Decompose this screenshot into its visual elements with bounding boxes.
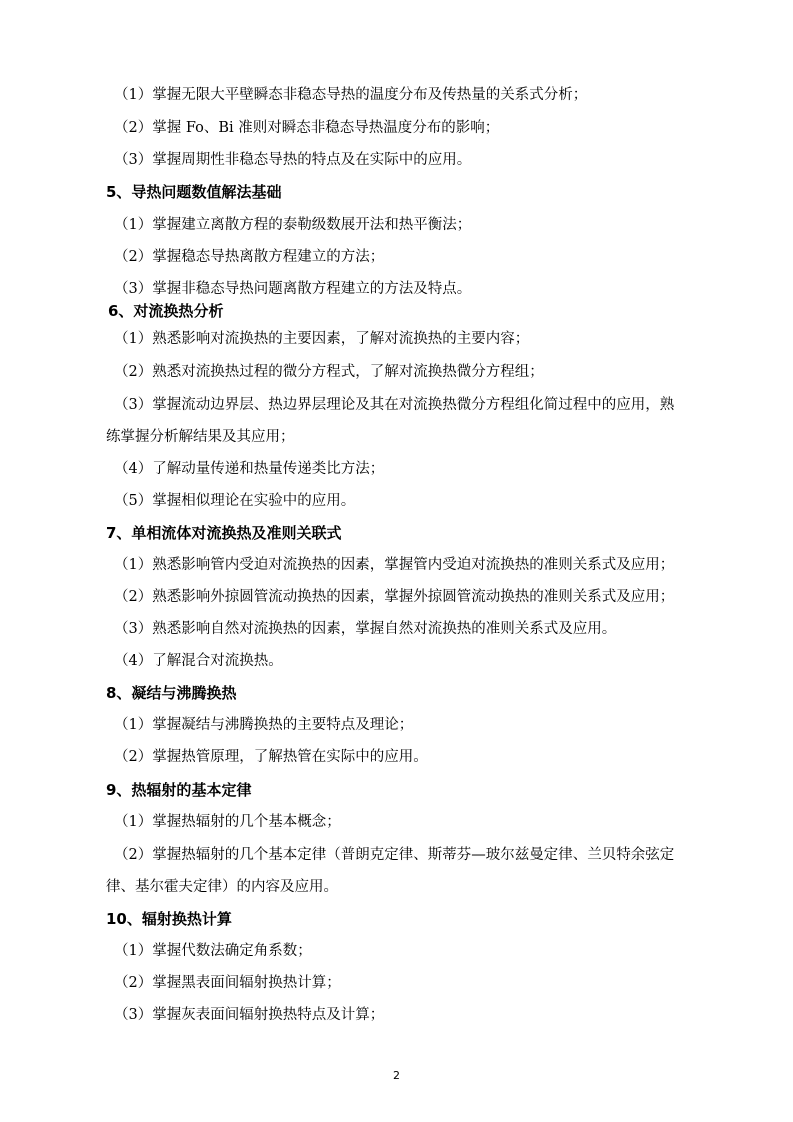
section-4-item: （2）掌握 Fo、Bi 准则对瞬态非稳态导热温度分布的影响； — [114, 120, 500, 136]
section-9-item: （1）掌握热辐射的几个基本概念； — [114, 814, 341, 830]
section-4-item: （1）掌握无限大平壁瞬态非稳态导热的温度分布及传热量的关系式分析； — [114, 87, 588, 103]
section-5-heading: 5、导热问题数值解法基础 — [106, 183, 282, 201]
section-9-item: （2）掌握热辐射的几个基本定律（普朗克定律、斯蒂芬—玻尔兹曼定律、兰贝特余弦定 — [114, 847, 675, 863]
section-7-item: （1）熟悉影响管内受迫对流换热的因素，掌握管内受迫对流换热的准则关系式及应用； — [114, 557, 675, 573]
section-6-item-continuation: 练掌握分析解结果及其应用； — [106, 429, 295, 445]
section-8-heading: 8、凝结与沸腾换热 — [106, 684, 237, 702]
section-6-item: （5）掌握相似理论在实验中的应用。 — [114, 493, 356, 509]
section-6-item: （3）掌握流动边界层、热边界层理论及其在对流换热微分方程组化简过程中的应用，熟 — [114, 397, 675, 413]
section-9-item-continuation: 律、基尔霍夫定律）的内容及应用。 — [106, 879, 338, 895]
section-4-item: （3）掌握周期性非稳态导热的特点及在实际中的应用。 — [114, 152, 472, 168]
section-7-item: （3）熟悉影响自然对流换热的因素，掌握自然对流换热的准则关系式及应用。 — [114, 621, 617, 637]
section-8-item: （1）掌握凝结与沸腾换热的主要特点及理论； — [114, 717, 414, 733]
section-7-item: （2）熟悉影响外掠圆管流动换热的因素，掌握外掠圆管流动换热的准则关系式及应用； — [114, 589, 675, 605]
section-6-item: （2）熟悉对流换热过程的微分方程式，了解对流换热微分方程组； — [114, 364, 544, 380]
section-5-item: （1）掌握建立离散方程的泰勒级数展开法和热平衡法； — [114, 217, 472, 233]
section-9-heading: 9、热辐射的基本定律 — [106, 781, 252, 799]
section-10-heading: 10、辐射换热计算 — [106, 910, 232, 928]
section-7-item: （4）了解混合对流换热。 — [114, 653, 283, 669]
section-10-item: （1）掌握代数法确定角系数； — [114, 943, 312, 959]
section-5-item: （2）掌握稳态导热离散方程建立的方法； — [114, 249, 385, 265]
section-6-item: （1）熟悉影响对流换热的主要因素，了解对流换热的主要内容； — [114, 331, 530, 347]
section-10-item: （2）掌握黑表面间辐射换热计算； — [114, 975, 341, 991]
section-5-item: （3）掌握非稳态导热问题离散方程建立的方法及特点。 — [114, 281, 472, 297]
section-6-heading: 6、对流换热分析 — [108, 302, 224, 320]
section-8-item: （2）掌握热管原理，了解热管在实际中的应用。 — [114, 749, 428, 765]
page-number: 2 — [393, 1069, 400, 1082]
section-10-item: （3）掌握灰表面间辐射换热特点及计算； — [114, 1007, 385, 1023]
section-7-heading: 7、单相流体对流换热及准则关联式 — [106, 524, 342, 542]
section-6-item: （4）了解动量传递和热量传递类比方法； — [114, 461, 385, 477]
